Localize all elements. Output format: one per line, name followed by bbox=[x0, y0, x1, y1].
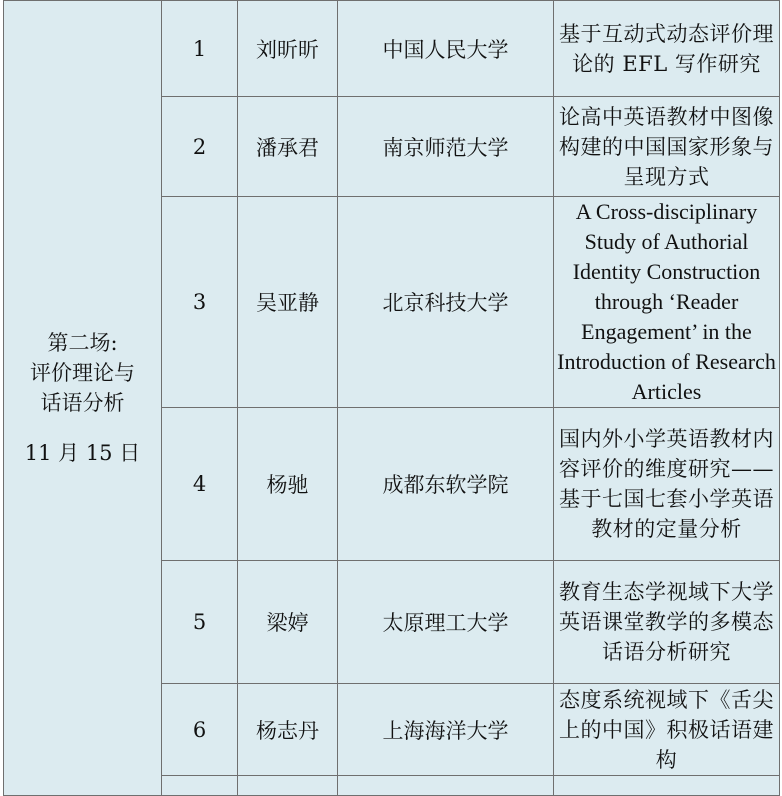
presenter-name: 潘承君 bbox=[238, 97, 338, 197]
schedule-table bbox=[3, 0, 780, 796]
presenter-school: 中国人民大学 bbox=[338, 1, 554, 97]
row-number: 1 bbox=[162, 1, 238, 97]
session-topic-line1: 评价理论与 bbox=[30, 361, 135, 385]
presenter-name: 刘昕昕 bbox=[238, 1, 338, 97]
row-number: 5 bbox=[162, 561, 238, 684]
session-cell bbox=[4, 1, 162, 796]
presenter-name: 杨志丹 bbox=[238, 684, 338, 776]
row-number bbox=[162, 776, 238, 796]
table-row bbox=[4, 1, 780, 97]
presenter-name: 吴亚静 bbox=[238, 197, 338, 408]
presentation-title: 基于互动式动态评价理论的 EFL 写作研究 bbox=[554, 1, 780, 97]
row-number: 3 bbox=[162, 197, 238, 408]
presentation-title: 态度系统视域下《舌尖上的中国》积极话语建构 bbox=[554, 684, 780, 776]
presenter-school: 上海海洋大学 bbox=[338, 684, 554, 776]
row-number: 4 bbox=[162, 408, 238, 561]
presentation-title: 国内外小学英语教材内容评价的维度研究——基于七国七套小学英语教材的定量分析 bbox=[554, 408, 780, 561]
presenter-school: 太原理工大学 bbox=[338, 561, 554, 684]
session-label: 第二场: bbox=[47, 331, 118, 355]
presenter-name: 杨驰 bbox=[238, 408, 338, 561]
row-number: 6 bbox=[162, 684, 238, 776]
session-topic-line2: 话语分析 bbox=[40, 391, 125, 415]
presenter-school bbox=[338, 776, 554, 796]
presentation-title bbox=[554, 776, 780, 796]
presenter-school: 北京科技大学 bbox=[338, 197, 554, 408]
presenter-name: 梁婷 bbox=[238, 561, 338, 684]
presenter-school: 南京师范大学 bbox=[338, 97, 554, 197]
session-date: 11 月 15 日 bbox=[24, 441, 141, 465]
presenter-name bbox=[238, 776, 338, 796]
presentation-title: 教育生态学视域下大学英语课堂教学的多模态话语分析研究 bbox=[554, 561, 780, 684]
session-spacer bbox=[4, 418, 161, 438]
presentation-title: 论高中英语教材中图像构建的中国国家形象与呈现方式 bbox=[554, 97, 780, 197]
presenter-school: 成都东软学院 bbox=[338, 408, 554, 561]
row-number: 2 bbox=[162, 97, 238, 197]
presentation-title: A Cross-disciplinary Study of Authorial Identity Construction through ‘Reader Engagement’ in the Introduction of Research Articles bbox=[554, 197, 780, 408]
